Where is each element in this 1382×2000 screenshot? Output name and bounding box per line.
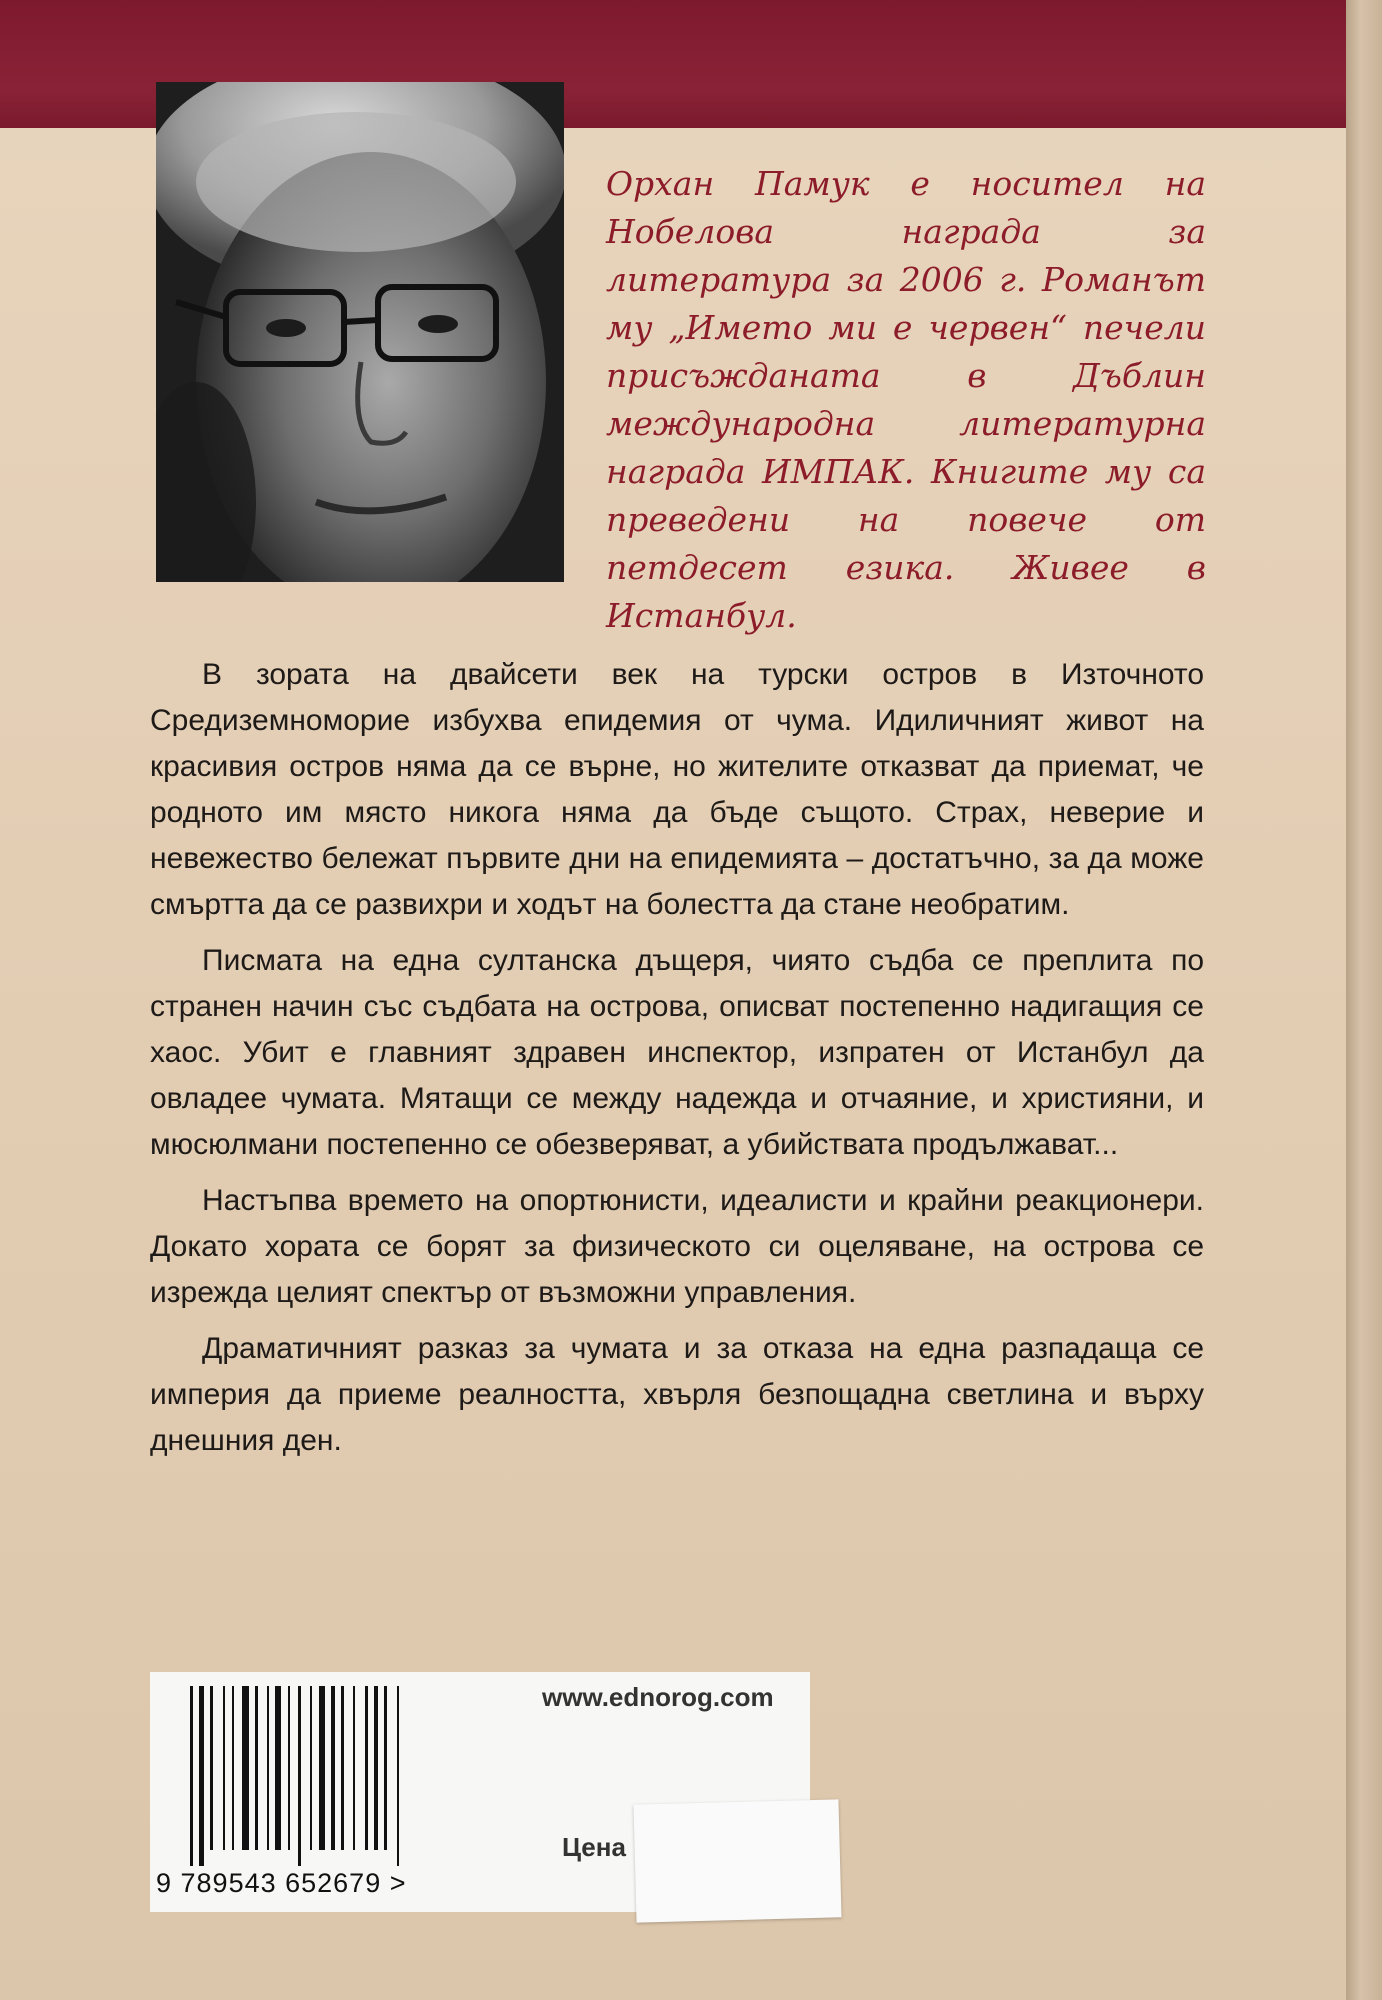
- author-portrait-image: [156, 82, 564, 582]
- description-paragraph: В зората на двайсети век на турски остров в Източното Средиземноморие избухва епидемия от чума. Идиличният живот на красивия остров няма да се върне, но жителите отказват да приемат, че родното им място никога няма да бъде същото. Страх, неверие и невежество бележат първите дни на епидемията – достатъчно, за да може смъртта да се развихри и ходът на болестта да стане необратим.: [150, 658, 1204, 921]
- isbn-number: 9 789543 652679 >: [156, 1868, 407, 1898]
- price-label: Цена: [562, 1832, 626, 1862]
- author-photo: [156, 82, 564, 582]
- description-paragraph: Драматичният разказ за чумата и за отказа на една разпадаща се империя да приеме реалността, хвърля безпощадна светлина и върху днешния ден.: [150, 1332, 1204, 1457]
- publisher-website: www.ednorog.com: [542, 1682, 774, 1712]
- book-description: [150, 652, 1204, 1474]
- isbn-barcode: [190, 1686, 520, 1866]
- description-paragraph: Настъпва времето на опортюнисти, идеалисти и крайни реакционери. Докато хората се борят за физическото си оцеляване, на острова се изрежда целият спектър от възможни управления.: [150, 1184, 1204, 1309]
- author-bio: Орхан Памук е носител на Нобелова награда за литература за 2006 г. Романът му „Името ми е червен“ печели присъжданата в Дъблин международна литературна награда ИМПАК. Книгите му са преведени на повече от петдесет езика. Живее в Истанбул.: [606, 164, 1206, 635]
- price-sticker: [633, 1799, 841, 1922]
- description-paragraph: Писмата на една султанска дъщеря, чиято съдба се преплита по странен начин със съдбата на острова, описват постепенно надигащия се хаос. Убит е главният здравен инспектор, изпратен от Истанбул да овладее чумата. Мятащи се между надежда и отчаяние, и християни, и мюсюлмани постепенно се обезверяват, а убийствата продължават...: [150, 944, 1204, 1161]
- page-edge: [1346, 0, 1382, 2000]
